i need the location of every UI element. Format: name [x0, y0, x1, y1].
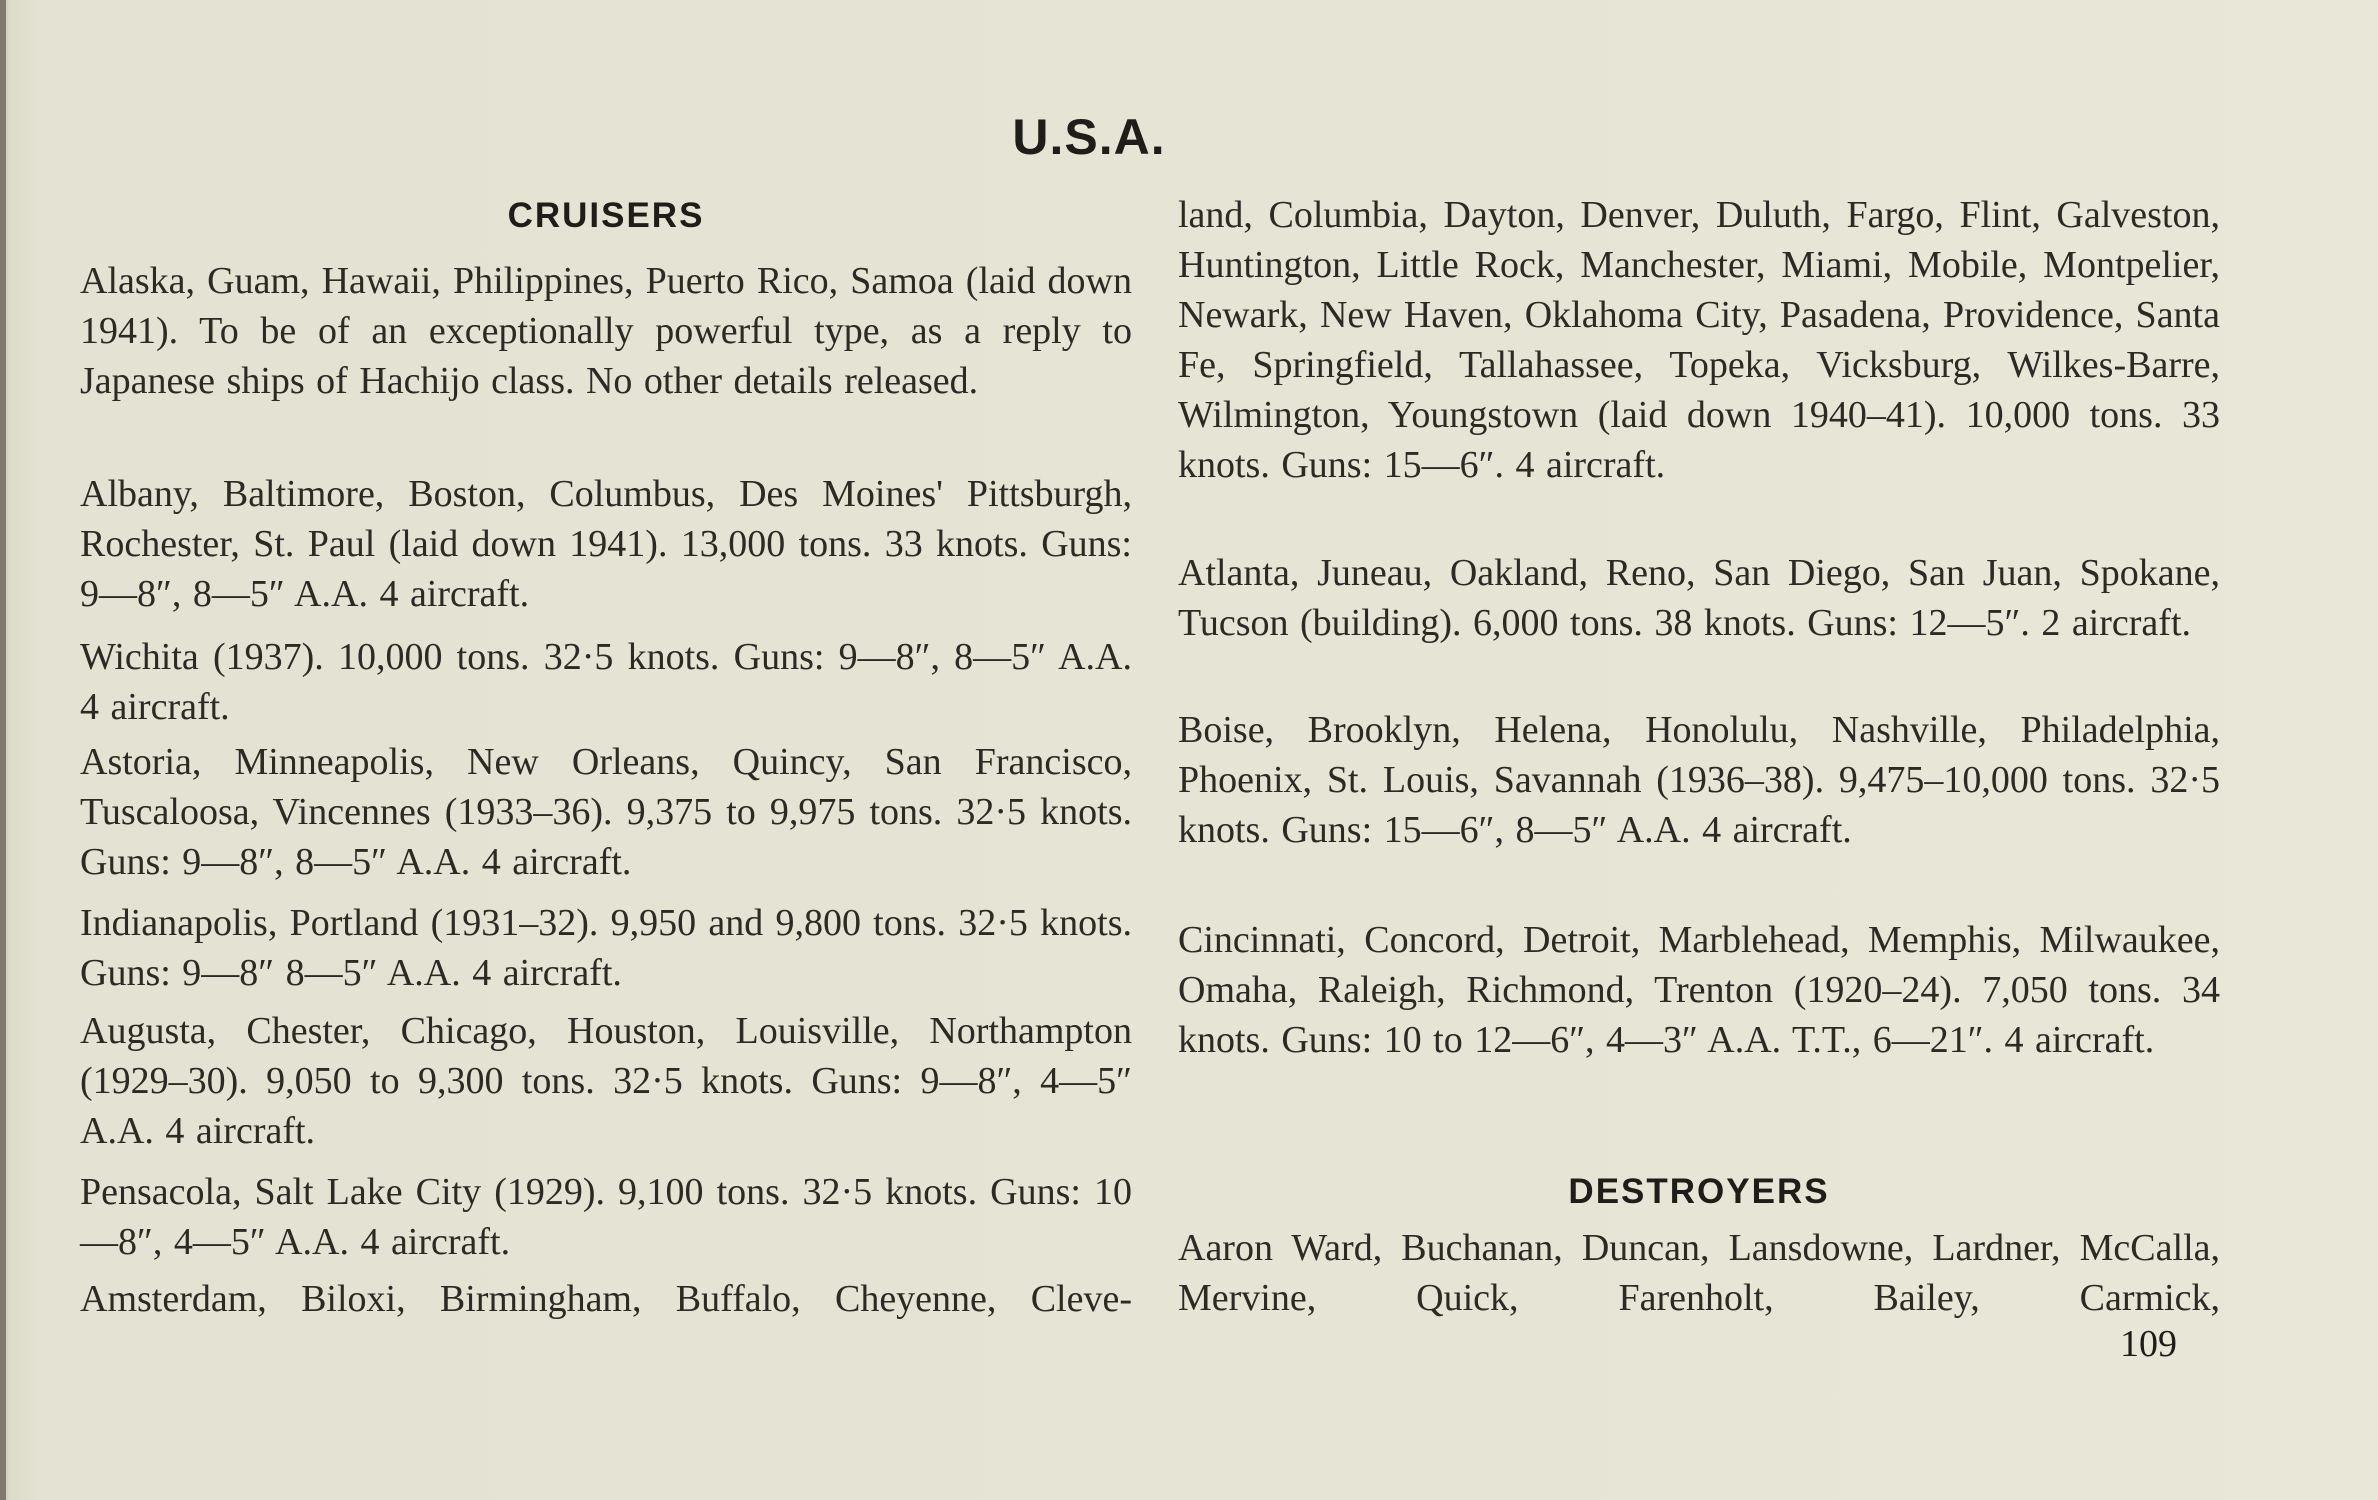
section-title-cruisers: CRUISERS [507, 196, 705, 235]
page-heading: U.S.A. [1012, 109, 1166, 165]
paragraph-pensacola-class: Pensacola, Salt Lake City (1929). 9,100 tons. 32·5 knots. Guns: 10—8″, 4—5″ A.A. 4 aircraft. [80, 1171, 1132, 1263]
page-spine-edge [0, 0, 6, 1500]
paragraph-alaska-class: Alaska, Guam, Hawaii, Philippines, Puerto Rico, Samoa (laid down 1941). To be of an exceptionally powerful type, as a reply to Japanese ships of Hachijo class. No other details released. [80, 260, 1132, 402]
paragraph-cleveland-class-continued: land, Columbia, Dayton, Denver, Duluth, Fargo, Flint, Galveston, Huntington, Little Rock, Manchester, Miami, Mobile, Montpelier, Newark, New Haven, Oklahoma City, Pasadena, Providence, Santa Fe, Springfield, Tallahassee, Topeka, Vicksburg, Wilkes-Barre, Wilmington, Youngstown (laid down 1940–41). 10,000 tons. 33 knots. Guns: 15—6″. 4 aircraft. [1178, 194, 2220, 486]
section-title-destroyers: DESTROYERS [1568, 1172, 1830, 1211]
paragraph-augusta-class: Augusta, Chester, Chicago, Houston, Louisville, Northampton (1929–30). 9,050 to 9,300 tons. 32·5 knots. Guns: 9—8″, 4—5″ A.A. 4 aircraft. [80, 1010, 1132, 1152]
paragraph-brooklyn-class: Boise, Brooklyn, Helena, Honolulu, Nashville, Philadelphia, Phoenix, St. Louis, Savannah (1936–38). 9,475–10,000 tons. 32·5 knots. Guns: 15—6″, 8—5″ A.A. 4 aircraft. [1178, 709, 2220, 851]
paragraph-astoria-class: Astoria, Minneapolis, New Orleans, Quincy, San Francisco, Tuscaloosa, Vincennes (1933–36). 9,375 to 9,975 tons. 32·5 knots. Guns: 9—8″, 8—5″ A.A. 4 aircraft. [80, 741, 1132, 883]
paragraph-wichita: Wichita (1937). 10,000 tons. 32·5 knots. Guns: 9—8″, 8—5″ A.A. 4 aircraft. [80, 636, 1132, 728]
paragraph-omaha-class: Cincinnati, Concord, Detroit, Marblehead, Memphis, Milwaukee, Omaha, Raleigh, Richmond, Trenton (1920–24). 7,050 tons. 34 knots. Guns: 10 to 12—6″, 4—3″ A.A. T.T., 6—21″. 4 aircraft. [1178, 919, 2220, 1061]
paragraph-atlanta-class: Atlanta, Juneau, Oakland, Reno, San Diego, San Juan, Spokane, Tucson (building). 6,000 tons. 38 knots. Guns: 12—5″. 2 aircraft. [1178, 552, 2220, 644]
paragraph-indianapolis-class: Indianapolis, Portland (1931–32). 9,950 and 9,800 tons. 32·5 knots. Guns: 9—8″ 8—5″ A.A. 4 aircraft. [80, 902, 1132, 994]
page-number: 109 [2120, 1323, 2177, 1365]
paragraph-cleveland-class-start: Amsterdam, Biloxi, Birmingham, Buffalo, Cheyenne, Cleve- [80, 1278, 1132, 1320]
paragraph-destroyers-list: Aaron Ward, Buchanan, Duncan, Lansdowne, Lardner, McCalla, Mervine, Quick, Farenholt, Bailey, Carmick, [1178, 1227, 2220, 1319]
paragraph-albany-class: Albany, Baltimore, Boston, Columbus, Des Moines' Pittsburgh, Rochester, St. Paul (laid down 1941). 13,000 tons. 33 knots. Guns: 9—8″, 8—5″ A.A. 4 aircraft. [80, 473, 1132, 615]
